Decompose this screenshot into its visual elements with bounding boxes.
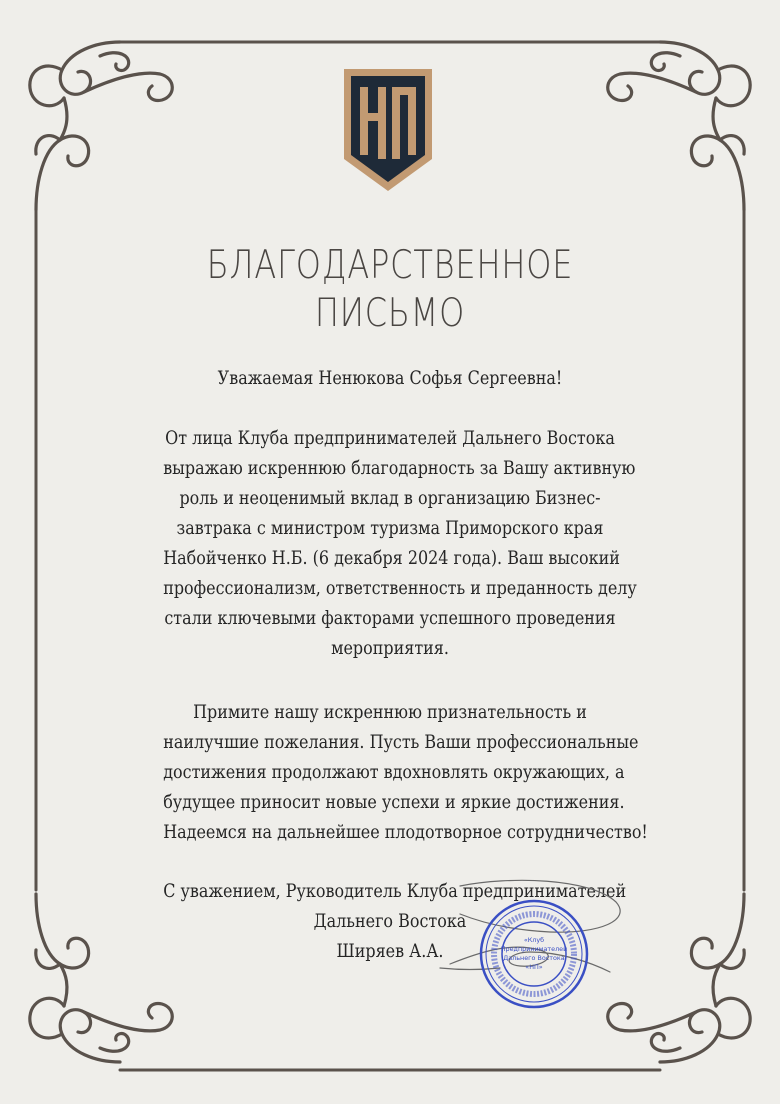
stamp-line: «НП» <box>525 963 543 971</box>
paragraph-line: роль и неоценимый вклад в организацию Бизнес- <box>179 487 601 509</box>
paragraph-line: завтрака с министром туризма Приморского края <box>176 517 604 539</box>
paragraph-line: достижения продолжают вдохновлять окружающих, а <box>163 761 625 783</box>
paragraph-line: мероприятия. <box>331 637 449 659</box>
stamp-line: Предпринимателей <box>500 945 568 953</box>
stamp-line: Дальнего Востока <box>503 954 565 962</box>
signature-line-position: С уважением, Руководитель Клуба предпринимателей <box>163 880 627 902</box>
stamp-line: «Клуб <box>523 936 545 944</box>
paragraph-gratitude <box>120 423 660 663</box>
paragraph-line: профессионализм, ответственность и преданность делу <box>163 577 637 599</box>
paragraph-line: наилучшие пожелания. Пусть Ваши профессиональные <box>163 731 639 753</box>
signature-line-org: Дальнего Востока <box>313 910 467 932</box>
document-title-line2: ПИСЬМО <box>314 291 466 336</box>
official-stamp <box>478 898 590 1010</box>
paragraph-line: Набойченко Н.Б. (6 декабря 2024 года). Ваш высокий <box>163 547 620 569</box>
document-title-line1: БЛАГОДАРСТВЕННОЕ <box>206 243 574 288</box>
paragraph-line: выражаю искреннюю благодарность за Вашу активную <box>163 457 636 479</box>
paragraph-line: Примите нашу искреннюю признательность и <box>193 701 587 723</box>
paragraph-line: будущее приносит новые успехи и яркие достижения. <box>163 791 625 813</box>
paragraph-wishes <box>120 697 660 847</box>
greeting-text: Уважаемая Ненюкова Софья Сергеевна! <box>217 367 563 389</box>
club-logo <box>342 67 434 193</box>
paragraph-line: От лица Клуба предпринимателей Дальнего Востока <box>165 427 615 449</box>
greeting <box>120 363 660 393</box>
signature-line-name: Ширяев А.А. <box>336 940 444 962</box>
paragraph-line: Надеемся на дальнейшее плодотворное сотрудничество! <box>163 821 648 843</box>
paragraph-line: стали ключевыми факторами успешного проведения <box>164 607 616 629</box>
